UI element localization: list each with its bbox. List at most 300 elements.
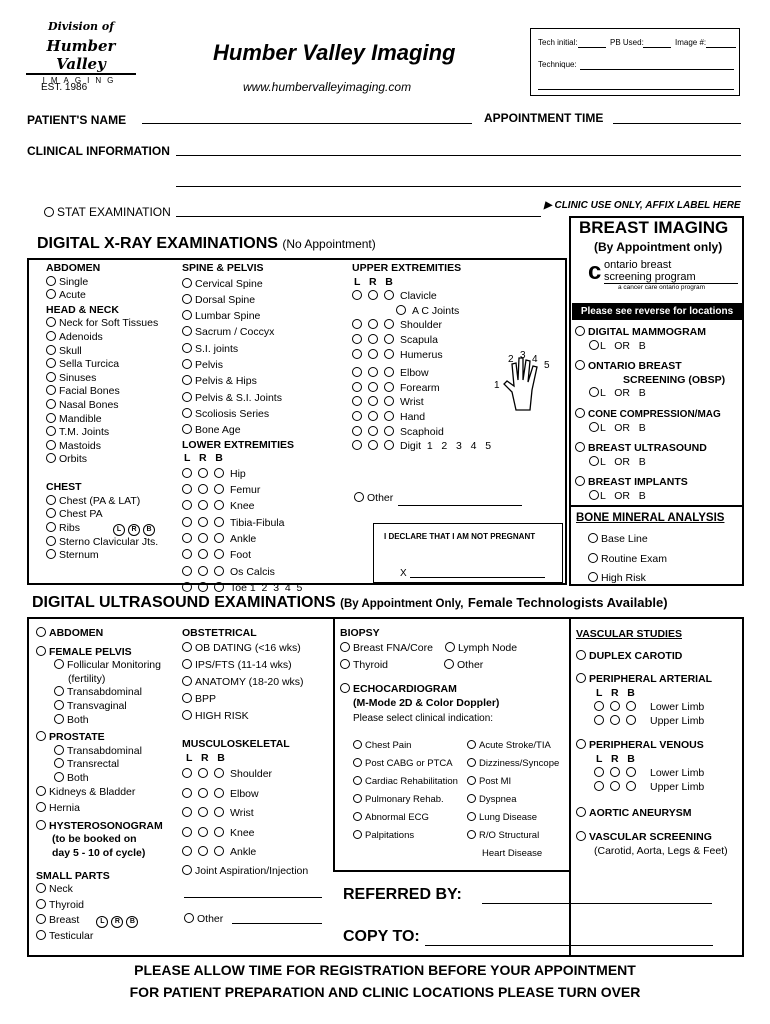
us-ips[interactable] xyxy=(182,657,332,674)
us-prostate[interactable] xyxy=(36,731,181,745)
xray-pelvis-hips[interactable] xyxy=(182,373,347,389)
xray-digit[interactable] xyxy=(352,439,562,454)
aortic-aneurysm[interactable] xyxy=(576,806,742,820)
biopsy-breast[interactable] xyxy=(340,642,433,654)
obsp-icon: c xyxy=(588,258,602,285)
label: Forearm xyxy=(400,381,440,394)
us-pr-transrectal[interactable] xyxy=(54,758,181,772)
label: HYSTEROSONOGRAM xyxy=(49,819,163,832)
signature-field[interactable] xyxy=(410,566,545,578)
us-col-4 xyxy=(576,627,742,858)
xray-sella[interactable] xyxy=(46,358,181,372)
label: Sterno Clavicular Jts. xyxy=(59,535,159,548)
footer-line-2: FOR PATIENT PREPARATION AND CLINIC LOCATIONS PLEASE TURN OVER xyxy=(129,984,641,1000)
us-other[interactable] xyxy=(184,913,223,927)
finger-5: 5 xyxy=(544,360,550,371)
xray-abdomen-single[interactable] xyxy=(46,276,181,290)
us-title-text: DIGITAL ULTRASOUND EXAMINATIONS xyxy=(32,594,336,611)
implants-opts[interactable] xyxy=(589,490,741,504)
us-kidneys[interactable] xyxy=(36,786,181,800)
echo-chest-pain[interactable] xyxy=(353,737,458,755)
us-joint-asp[interactable] xyxy=(182,863,332,880)
label: PERIPHERAL VENOUS xyxy=(589,739,704,751)
copyto-label: COPY TO: xyxy=(343,928,420,945)
xray-title xyxy=(37,235,376,253)
label: Wrist xyxy=(400,396,424,409)
label: Thyroid xyxy=(353,659,389,671)
us-follicular[interactable] xyxy=(54,659,181,673)
xray-clavicle[interactable] xyxy=(352,289,562,304)
us-small-neck[interactable] xyxy=(36,883,181,897)
label: T.M. Joints xyxy=(59,426,110,439)
xray-col-2 xyxy=(182,262,347,596)
mammogram-opts[interactable] xyxy=(589,340,741,354)
logo-division: Division of xyxy=(48,20,114,33)
xray-adenoids[interactable] xyxy=(46,331,181,345)
echo-pulmonary[interactable] xyxy=(353,791,458,809)
us-hystero[interactable] xyxy=(36,820,181,834)
label: FEMALE PELVIS xyxy=(49,645,132,658)
us-hystero-3: day 5 - 10 of cycle) xyxy=(52,846,146,859)
biopsy-thyroid[interactable] xyxy=(340,659,388,671)
xray-abdomen-acute[interactable] xyxy=(46,289,181,303)
label: Transabdominal xyxy=(67,686,142,699)
label: HIGH RISK xyxy=(195,710,249,722)
echo-dyspnea[interactable] xyxy=(467,791,559,809)
bone-high-risk[interactable] xyxy=(588,569,667,589)
label: Adenoids xyxy=(59,330,103,343)
stat-label: STAT EXAMINATION xyxy=(57,205,171,219)
label: AORTIC ANEURYSM xyxy=(589,807,692,819)
label: Acute xyxy=(59,289,86,302)
xray-neck[interactable] xyxy=(46,317,181,331)
label: VASCULAR SCREENING xyxy=(589,831,712,843)
signature-x: X xyxy=(400,568,407,579)
finger-2: 2 xyxy=(508,354,514,365)
obsp-line2: screening program xyxy=(604,271,738,284)
echo-structural[interactable] xyxy=(467,827,559,845)
label: Thyroid xyxy=(49,898,85,911)
referred-label: REFERRED BY: xyxy=(343,886,462,903)
xray-chest-pa-lat[interactable] xyxy=(46,495,181,509)
copyto-field[interactable] xyxy=(425,930,713,946)
label: Kidneys & Bladder xyxy=(49,785,136,798)
label: Breast FNA/Core xyxy=(353,642,433,654)
label: Joint Aspiration/Injection xyxy=(195,864,309,877)
digital-mammogram[interactable] xyxy=(575,326,741,340)
clinical-info-field-2[interactable] xyxy=(176,173,741,187)
spine-heading: SPINE & PELVIS xyxy=(182,262,264,274)
logo-name: Humber Valley xyxy=(26,37,136,75)
upper-lrb: L R B xyxy=(354,275,393,288)
xray-ankle[interactable] xyxy=(182,531,347,547)
xray-mandible[interactable] xyxy=(46,413,181,427)
us-pr-transab[interactable] xyxy=(54,745,181,759)
label: IPS/FTS (11-14 wks) xyxy=(195,659,292,671)
obsp-opts[interactable] xyxy=(589,387,741,401)
label: Neck xyxy=(49,883,73,896)
xray-hand[interactable] xyxy=(352,410,562,425)
label: Both xyxy=(67,771,89,784)
clinic-use-text: CLINIC USE ONLY, AFFIX LABEL HERE xyxy=(554,200,741,211)
us-breast-r[interactable]: R xyxy=(111,916,123,928)
echo-sub: (M-Mode 2D & Color Doppler) xyxy=(353,697,500,709)
label: S.I. joints xyxy=(195,342,239,355)
label: Other xyxy=(367,492,394,504)
finger-1: 1 xyxy=(494,380,500,391)
label: Bone Age xyxy=(195,424,241,437)
label: Other xyxy=(457,659,484,671)
arterial-lower[interactable] xyxy=(594,700,742,714)
duplex-carotid[interactable] xyxy=(576,649,742,663)
est-label: EST. 1986 xyxy=(41,82,88,93)
us-subtitle: (By Appointment Only, xyxy=(340,598,464,610)
echo-heart-disease: Heart Disease xyxy=(482,848,543,859)
us-shoulder[interactable] xyxy=(182,765,332,785)
xray-lumbar[interactable] xyxy=(182,308,347,324)
us-subtitle-2: Female Technologists Available) xyxy=(467,595,668,610)
label: Abnormal ECG xyxy=(365,812,429,823)
lower-ext-heading: LOWER EXTREMITIES xyxy=(182,438,295,451)
breast-subtitle: (By Appointment only) xyxy=(594,240,723,254)
us-ankle[interactable] xyxy=(182,843,332,863)
us-ob-dating[interactable] xyxy=(182,640,332,657)
bone-routine[interactable] xyxy=(588,550,667,570)
xray-hip[interactable] xyxy=(182,466,347,482)
obsp-line3: a cancer care ontario program xyxy=(618,284,706,291)
echo-post-mi[interactable] xyxy=(467,773,559,791)
us-female-pelvis[interactable] xyxy=(36,646,181,660)
label: Mastoids xyxy=(59,439,102,452)
xray-tibia[interactable] xyxy=(182,515,347,531)
label: Ankle xyxy=(230,846,257,858)
us-knee[interactable] xyxy=(182,824,332,844)
label: Scoliosis Series xyxy=(195,407,270,420)
ribs-l[interactable]: L xyxy=(113,524,125,536)
us-anatomy[interactable] xyxy=(182,674,332,691)
label: BREAST IMPLANTS xyxy=(588,476,688,489)
label: Elbow xyxy=(400,367,429,380)
echo[interactable] xyxy=(340,682,568,696)
label: Transabdominal xyxy=(67,744,142,757)
us-col-3 xyxy=(340,627,568,727)
vascular-screening-2: (Carotid, Aorta, Legs & Feet) xyxy=(594,845,728,857)
us-breast-b[interactable]: B xyxy=(126,916,138,928)
label: Clavicle xyxy=(400,290,437,303)
arterial-upper[interactable] xyxy=(594,714,742,728)
label: Dizziness/Syncope xyxy=(479,758,560,769)
stat-radio[interactable] xyxy=(44,207,54,217)
label: Digit 1 2 3 4 5 xyxy=(400,440,492,453)
xray-os-calcis[interactable] xyxy=(182,564,347,580)
label: Hernia xyxy=(49,802,80,815)
label: ANATOMY (18-20 wks) xyxy=(195,676,304,688)
xray-si-joints[interactable] xyxy=(182,341,347,357)
us-small-breast[interactable] xyxy=(36,914,181,928)
label: Single xyxy=(59,275,89,288)
us-small-thyroid[interactable] xyxy=(36,899,181,913)
us-elbow[interactable] xyxy=(182,785,332,805)
label: Dorsal Spine xyxy=(195,293,256,306)
peripheral-venous[interactable] xyxy=(576,738,742,752)
echo-stroke[interactable] xyxy=(467,737,559,755)
cone-opts[interactable] xyxy=(589,422,741,436)
label: ONTARIO BREAST xyxy=(588,360,682,373)
label: Pelvis & Hips xyxy=(195,375,257,388)
xray-pelvis[interactable] xyxy=(182,357,347,373)
xray-cervical[interactable] xyxy=(182,276,347,292)
echo-left xyxy=(353,737,458,845)
obsp-line1: ontario breast xyxy=(604,259,672,271)
label: Acute Stroke/TIA xyxy=(479,740,551,751)
label: Chest Pain xyxy=(365,740,412,751)
echo-ecg[interactable] xyxy=(353,809,458,827)
venous-lower[interactable] xyxy=(594,766,742,780)
xray-ac-joints[interactable] xyxy=(352,304,562,319)
label: Upper Limb xyxy=(650,781,705,793)
technique-label: Technique: xyxy=(538,60,577,69)
label: Lung Disease xyxy=(479,812,538,823)
label: Sacrum / Coccyx xyxy=(195,326,275,339)
label: Lower Limb xyxy=(650,701,705,713)
xray-title-text: DIGITAL X-RAY EXAMINATIONS xyxy=(37,235,278,252)
upper-ext-heading: UPPER EXTREMITIES xyxy=(352,262,462,274)
label: ECHOCARDIOGRAM xyxy=(353,683,457,695)
appointment-time-label: APPOINTMENT TIME xyxy=(484,111,604,125)
label: Hip xyxy=(230,467,246,480)
us-fp-both[interactable] xyxy=(54,714,181,728)
label: BPP xyxy=(195,693,217,705)
label: Post MI xyxy=(479,776,512,787)
vascular-heading: VASCULAR STUDIES xyxy=(576,628,682,640)
cone-compression[interactable] xyxy=(575,408,741,422)
label: Dyspnea xyxy=(479,794,517,805)
obstetrical-heading: OBSTETRICAL xyxy=(182,627,257,639)
ultrasound-opts[interactable] xyxy=(589,456,741,470)
label: Mandible xyxy=(59,412,102,425)
small-parts-heading: SMALL PARTS xyxy=(36,869,110,882)
xray-subtitle: (No Appointment) xyxy=(282,237,376,251)
label: DUPLEX CAROTID xyxy=(589,650,683,662)
xray-tmj[interactable] xyxy=(46,426,181,440)
clinical-info-field[interactable] xyxy=(176,142,741,156)
xray-bone-age[interactable] xyxy=(182,422,347,438)
us-pr-both[interactable] xyxy=(54,772,181,786)
label: Toe 1 2 3 4 5 xyxy=(230,581,303,594)
xray-dorsal[interactable] xyxy=(182,292,347,308)
venous-upper[interactable] xyxy=(594,780,742,794)
label: Scapula xyxy=(400,333,438,346)
label: Nasal Bones xyxy=(59,398,119,411)
xray-other[interactable] xyxy=(354,492,393,506)
xray-shoulder[interactable] xyxy=(352,318,562,333)
xray-chest-pa[interactable] xyxy=(46,508,181,522)
us-small-testicular[interactable] xyxy=(36,930,181,944)
label: ABDOMEN xyxy=(49,627,104,639)
xray-scoliosis[interactable] xyxy=(182,406,347,422)
biopsy-other[interactable] xyxy=(444,659,483,671)
lower-lrb: L R B xyxy=(184,452,223,465)
bone-base-line[interactable] xyxy=(588,530,667,550)
us-title xyxy=(32,594,668,612)
us-fp-transvag[interactable] xyxy=(54,700,181,714)
label: Humerus xyxy=(400,348,443,361)
label: Both xyxy=(67,713,89,726)
label: Testicular xyxy=(49,930,94,943)
label: Sinuses xyxy=(59,371,97,384)
label: Scaphoid xyxy=(400,425,444,438)
label: Pelvis xyxy=(195,359,224,372)
label: Pelvis & S.I. Joints xyxy=(195,391,282,404)
xray-sternum[interactable] xyxy=(46,549,181,563)
patient-name-field[interactable] xyxy=(142,110,472,124)
label: Chest PA xyxy=(59,508,103,521)
obsp[interactable] xyxy=(575,360,741,374)
venous-lrb: L R B xyxy=(596,753,635,765)
label: Cervical Spine xyxy=(195,277,263,290)
finger-4: 4 xyxy=(532,354,538,365)
logo-imaging: IMAGING xyxy=(42,76,120,85)
echo-indication: Please select clinical indication: xyxy=(353,713,494,724)
label: CONE COMPRESSION/MAG xyxy=(588,408,721,420)
breast-implants[interactable] xyxy=(575,476,741,490)
peripheral-arterial[interactable] xyxy=(576,672,742,686)
stat-exam[interactable] xyxy=(44,205,171,219)
vascular-screening[interactable] xyxy=(576,830,742,844)
label: PROSTATE xyxy=(49,731,105,744)
appointment-time-field[interactable] xyxy=(613,110,741,124)
label: Chest (PA & LAT) xyxy=(59,494,141,507)
referred-field[interactable] xyxy=(482,888,712,904)
label: Facial Bones xyxy=(59,385,120,398)
clinic-use-label: ▶ CLINIC USE ONLY, AFFIX LABEL HERE xyxy=(544,200,741,211)
label: Knee xyxy=(230,500,255,513)
us-wrist[interactable] xyxy=(182,804,332,824)
label: L OR B xyxy=(600,421,646,434)
label: Routine Exam xyxy=(601,552,667,565)
logo xyxy=(26,20,136,85)
bone-list xyxy=(588,530,667,589)
reverse-banner: Please see reverse for locations xyxy=(572,303,742,320)
label: Knee xyxy=(230,826,255,839)
echo-cardiac[interactable] xyxy=(353,773,458,791)
xray-nasal[interactable] xyxy=(46,399,181,413)
label: Elbow xyxy=(230,787,259,800)
xray-facial[interactable] xyxy=(46,385,181,399)
label: Upper Limb xyxy=(650,715,705,727)
label: L OR B xyxy=(600,489,646,502)
label: R/O Structural xyxy=(479,830,540,841)
abdomen-heading: ABDOMEN xyxy=(46,262,101,274)
xray-pelvis-si[interactable] xyxy=(182,390,347,406)
xray-scapula[interactable] xyxy=(352,333,562,348)
ribs-b[interactable]: B xyxy=(143,524,155,536)
label: L OR B xyxy=(600,455,646,468)
echo-cabg[interactable] xyxy=(353,755,458,773)
us-high-risk[interactable] xyxy=(182,708,332,725)
xray-sacrum[interactable] xyxy=(182,324,347,340)
label: Skull xyxy=(59,344,82,357)
label: Wrist xyxy=(230,807,254,819)
us-breast-l[interactable]: L xyxy=(96,916,108,928)
label: Post CABG or PTCA xyxy=(365,758,453,769)
us-abdomen[interactable] xyxy=(36,627,181,641)
stat-field[interactable] xyxy=(176,203,541,217)
breast-title: BREAST IMAGING xyxy=(579,218,729,237)
xray-orbits[interactable] xyxy=(46,453,181,467)
echo-right xyxy=(467,737,559,863)
xray-scaphoid[interactable] xyxy=(352,425,562,440)
footer-line-1: PLEASE ALLOW TIME FOR REGISTRATION BEFORE YOUR APPOINTMENT xyxy=(134,962,636,978)
label: L OR B xyxy=(600,339,646,352)
us-col-1 xyxy=(36,627,181,944)
label: Lumbar Spine xyxy=(195,310,261,323)
us-hystero-2: (to be booked on xyxy=(52,833,137,846)
finger-3: 3 xyxy=(520,350,526,361)
xray-knee[interactable] xyxy=(182,498,347,514)
label: Transvaginal xyxy=(67,699,127,712)
label: Hand xyxy=(400,410,426,423)
xray-femur[interactable] xyxy=(182,482,347,498)
xray-skull[interactable] xyxy=(46,345,181,359)
website-link[interactable]: www.humbervalleyimaging.com xyxy=(243,80,412,94)
obsp-label-2: SCREENING (OBSP) xyxy=(623,373,726,386)
clinical-info-label: CLINICAL INFORMATION xyxy=(27,144,170,158)
label: Foot xyxy=(230,549,252,562)
xray-mastoids[interactable] xyxy=(46,440,181,454)
label: Os Calcis xyxy=(230,565,275,578)
us-fp-transab[interactable] xyxy=(54,686,181,700)
xray-foot[interactable] xyxy=(182,547,347,563)
msk-heading: MUSCULOSKELETAL xyxy=(182,738,290,750)
xray-sinuses[interactable] xyxy=(46,372,181,386)
arterial-lrb: L R B xyxy=(596,687,635,699)
tech-initial-label: Tech initial: xyxy=(538,38,578,47)
label: Shoulder xyxy=(400,319,443,332)
label: Base Line xyxy=(601,533,648,545)
us-bpp[interactable] xyxy=(182,691,332,708)
page-title: Humber Valley Imaging xyxy=(213,40,456,65)
breast-ultrasound[interactable] xyxy=(575,442,741,456)
label: Palpitations xyxy=(365,830,415,841)
label: Neck for Soft Tissues xyxy=(59,317,159,330)
label: Lower Limb xyxy=(650,767,705,779)
us-fertility: (fertility) xyxy=(68,672,106,685)
us-hernia[interactable] xyxy=(36,802,181,816)
label: Tibia-Fibula xyxy=(230,516,285,529)
label: Femur xyxy=(230,484,261,497)
label: Cardiac Rehabilitation xyxy=(365,776,458,787)
label: High Risk xyxy=(601,572,646,584)
chest-heading: CHEST xyxy=(46,480,82,493)
label: Sella Turcica xyxy=(59,358,120,371)
biopsy-lymph[interactable] xyxy=(445,642,517,654)
ribs-r[interactable]: R xyxy=(128,524,140,536)
label: Sternum xyxy=(59,549,99,562)
biopsy-heading: BIOPSY xyxy=(340,627,380,639)
patient-name-label: PATIENT'S NAME xyxy=(27,113,127,127)
xray-ribs[interactable] xyxy=(46,522,181,536)
xray-sterno[interactable] xyxy=(46,536,181,550)
xray-col-1 xyxy=(46,262,181,563)
echo-dizziness[interactable] xyxy=(467,755,559,773)
label: PERIPHERAL ARTERIAL xyxy=(589,673,713,685)
label: OB DATING (<16 wks) xyxy=(195,642,301,654)
echo-palpitations[interactable] xyxy=(353,827,458,845)
echo-lung[interactable] xyxy=(467,809,559,827)
label: A C Joints xyxy=(412,304,460,317)
head-neck-heading: HEAD & NECK xyxy=(46,303,119,316)
